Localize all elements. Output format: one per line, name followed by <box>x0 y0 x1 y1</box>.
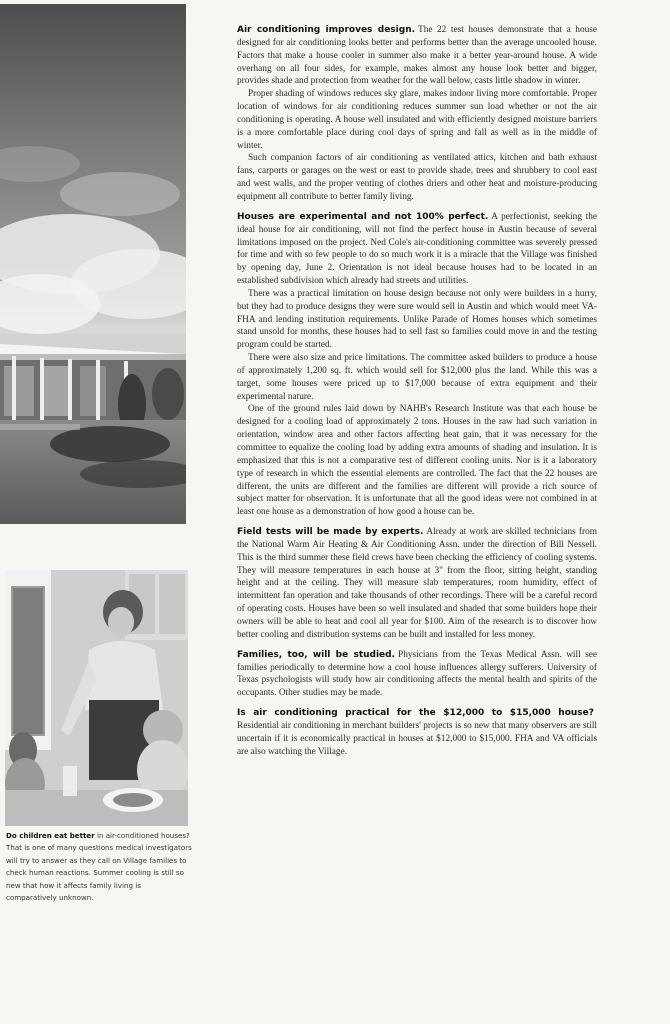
paragraph: Families, too, will be studied. Physicians from the Texas Medical Assn. will see families periodically to determine how a cool house influences allergy sufferers. University of Texas psychologists will study how air conditioning affects the mental health and spirits of the occupants. Other studies may be made. <box>237 649 597 699</box>
paragraph: Such companion factors of air conditioning as ventilated attics, kitchen and bath exhaust fans, carports or garages on the west or east to provide shade, trees and shrubbery to cool east and west walls, and the proper venting of clothes driers and other heat and moisture-producing equipment all contribute to better family living. <box>237 153 597 202</box>
children-eating-photo <box>5 570 188 826</box>
section-design <box>237 24 597 204</box>
section-heading: Air conditioning improves design. <box>237 25 416 35</box>
house-exterior-photo <box>0 4 186 524</box>
section-heading: Field tests will be made by experts. <box>237 527 424 538</box>
section-families <box>237 649 597 700</box>
article-body <box>237 24 597 765</box>
section-heading: Families, too, will be studied. <box>237 649 396 660</box>
photo-caption <box>6 830 192 904</box>
section-experimental <box>237 211 597 519</box>
paragraph: One of the ground rules laid down by NAHB's Research Institute was that each house be designed for a cooling load of approximately 2 tons. Houses in the raw had such variation in orientation, window area and other factors affecting heat gain, that it was necessary for the committee to equalize the cooling load by adding extra amounts of shading and insulation. It is emphasized that this is not a comparative test of different cooling units. Nor is it a laboratory type of research in which the essential elements are controlled. The fact that the 22 houses are different, the units are different and the families are different will provide a rich source of subject matter for observation. It is unfortunate that all the good ideas were not combined in at least one house as a demonstration of how good a house can be. <box>237 404 597 518</box>
section-heading: Houses are experimental and not 100% perfect. <box>237 211 489 222</box>
section-field-tests <box>237 526 597 642</box>
paragraph: Houses are experimental and not 100% perfect. A perfectionist, seeking the ideal house for air conditioning, will not find the perfect house in Austin because of several limitations imposed on the project. Ned Cole's air-conditioning committee was severely pressed for time and with so few people to do so much work it is a miracle that the Village was finished by opening day, June 2. Orientation is not ideal because houses had to be located in an established subdivision which already had streets and utilities. <box>237 211 597 287</box>
paragraph: There was a practical limitation on house design because not only were builders in a hurry, but they had to produce designs they were sure would sell in Austin and which would meet VA-FHA and lending institution requirements. Unlike Parade of Homes houses which sometimes stand unsold for months, these houses had to sell fast so families could move in and the testing program could be started. <box>237 288 597 351</box>
section-practical <box>237 707 597 758</box>
caption-text: in air-conditioned houses? That is one of many questions medical investigators will try to answer as they call on Village families to check human reactions. Summer cooling is still so new that how it affects family living is comparatively unknown. <box>6 831 192 903</box>
paragraph: There were also size and price limitations. The committee asked builders to produce a house of approximately 1,200 sq. ft. which would sell for $12,000 plus the land. While this was a target, some houses were priced up to $17,000 because of extra equipment and their experimental nature. <box>237 353 597 402</box>
paragraph: Proper shading of windows reduces sky glare, makes indoor living more comfortable. Proper location of windows for air conditioning reduces summer sun load whether or not the air conditioning is operating. A house well insulated and with efficiently designed moisture barriers is a more comfortable place during cool days of spring and fall as well as in the middle of winter. <box>237 89 597 151</box>
section-heading: Is air conditioning practical for the $12,000 to $15,000 house? <box>237 708 594 719</box>
caption-lead: Do children eat better <box>6 831 95 840</box>
paragraph: Air conditioning improves design. The 22 test houses demonstrate that a house designed for air conditioning looks better and performs better than the average uncooled house. Factors that make a house cooler in summer also make it a better year-around house. A wide overhang on all four sides, for example, makes almost any house look better and bigger, provides shade and protection from weather for the wall below, casts little shadow in winter. <box>237 25 597 87</box>
paragraph: Field tests will be made by experts. Already at work are skilled technicians from the National Warm Air Heating & Air Conditioning Assn. under the direction of Bill Nessell. This is the third summer these field crews have been checking the efficiency of cooling systems. They will measure temperatures in each house at 3" from the floor, sitting height, standing height and at the ceiling. They will measure slab temperatures, room humidity, effect of intermittent fan operation and take thousands of other recordings. There will be a careful record of operating costs. Houses have been so well insulated and shaded that some builders hope their owners will be able to heat and cool all year for $100. Aim of the research is to discover how better cooling and distribution systems can be built and installed for less money. <box>237 527 597 640</box>
paragraph: Is air conditioning practical for the $12,000 to $15,000 house?Residential air conditioning in merchant builders' projects is so new that many observers are still uncertain if it is economically practical in houses at $12,000 to $15,000. FHA and VA officials are also watching the Village. <box>237 708 597 757</box>
